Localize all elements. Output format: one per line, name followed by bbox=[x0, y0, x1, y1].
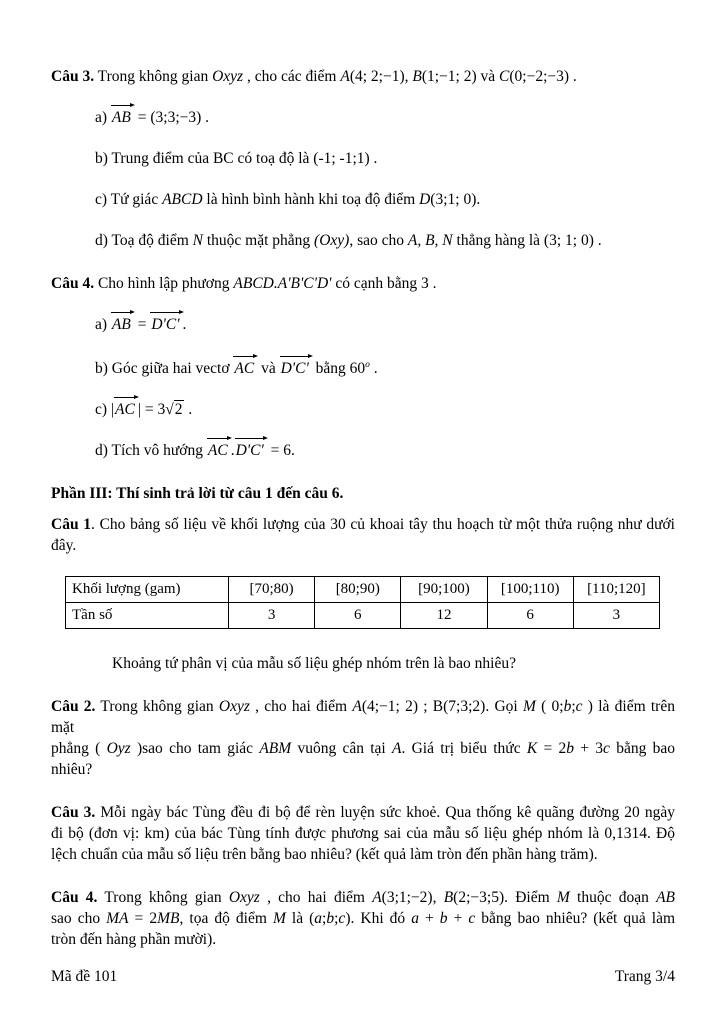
vector-expression: D'C' bbox=[235, 440, 267, 461]
text-segment: C bbox=[499, 68, 510, 85]
text-segment: A, B, N bbox=[407, 232, 453, 249]
text-segment: sao cho bbox=[51, 910, 107, 928]
text-line bbox=[95, 355, 675, 379]
text-segment: √ bbox=[165, 401, 174, 419]
text-segment: , sao cho bbox=[349, 232, 408, 249]
text-line bbox=[95, 107, 675, 128]
text-segment: 2 bbox=[174, 401, 183, 419]
text-segment: Câu 1 bbox=[51, 516, 92, 534]
text-segment: Oyz bbox=[106, 740, 131, 758]
text-segment: . bbox=[184, 401, 193, 419]
text-segment: bằng bao bbox=[609, 740, 675, 758]
text-segment: + bbox=[418, 910, 440, 928]
text-line bbox=[95, 189, 675, 210]
text-line bbox=[51, 514, 675, 535]
text-segment: , bbox=[432, 889, 444, 907]
text-segment: + bbox=[447, 910, 469, 928]
text-segment: là hình bình hành khi toạ độ điểm bbox=[202, 191, 420, 208]
text-segment: ; B(7;3;2). Gọi bbox=[418, 698, 523, 716]
table-cell: 3 bbox=[229, 603, 315, 629]
text-line bbox=[51, 483, 675, 504]
text-segment: mặt bbox=[51, 719, 75, 737]
text-segment: = 6. bbox=[266, 442, 295, 460]
text-segment: . Cho bảng số liệu về khối lượng của 30 củ khoai tây thu hoạch từ một thửa ruộng như dưới bbox=[91, 516, 675, 534]
text-segment: N bbox=[192, 232, 203, 249]
question-subitem bbox=[95, 230, 675, 251]
table-cell: 6 bbox=[487, 603, 573, 629]
text-segment: c bbox=[338, 910, 346, 928]
text-segment: Oxyz bbox=[218, 698, 250, 716]
text-segment: (-1; -1;1) bbox=[313, 150, 370, 167]
text-segment: b bbox=[326, 910, 335, 928]
text-segment: M bbox=[272, 910, 286, 928]
footer-page-number: Trang 3/4 bbox=[614, 968, 675, 985]
text-segment: ) bbox=[345, 910, 351, 928]
text-segment: . bbox=[182, 316, 187, 333]
text-segment: phẳng bbox=[51, 740, 96, 758]
text-line bbox=[51, 717, 675, 738]
text-line bbox=[51, 823, 675, 844]
text-segment: d) Tích vô hướng bbox=[95, 442, 207, 460]
table-header-cell: [110;120] bbox=[573, 577, 659, 603]
text-segment: M bbox=[522, 698, 536, 716]
text-line bbox=[51, 844, 675, 865]
text-segment: ( 0; bbox=[535, 698, 564, 716]
text-segment: (1;−1; 2) bbox=[421, 68, 477, 85]
vector-expression: AB bbox=[111, 314, 134, 335]
text-segment: đi bộ (đơn vị: km) của bác Tùng tính được phương sai của mẫu số liệu ghép nhóm là 0,1314. Độ bbox=[51, 825, 675, 843]
text-segment: A bbox=[392, 740, 402, 758]
question-paragraph bbox=[51, 802, 675, 865]
text-line bbox=[51, 66, 675, 87]
frequency-table bbox=[65, 576, 660, 629]
text-segment: (4; 2;−1), bbox=[349, 68, 413, 85]
frequency-table-wrap bbox=[65, 576, 675, 629]
question-subitem bbox=[95, 189, 675, 210]
text-segment: bằng bao nhiêu? (kết quả làm bbox=[475, 910, 676, 928]
text-segment: (Oxy) bbox=[314, 232, 350, 249]
text-segment: ) là điểm trên bbox=[582, 698, 675, 716]
text-segment: ( bbox=[95, 740, 107, 758]
question-subitem bbox=[95, 148, 675, 169]
text-segment: b bbox=[563, 698, 572, 716]
text-segment: Oxyz bbox=[228, 889, 260, 907]
text-segment: . Điểm bbox=[504, 889, 557, 907]
text-segment: ) bbox=[130, 740, 143, 758]
question-subitem bbox=[95, 314, 675, 335]
text-segment: Câu 3. bbox=[51, 804, 96, 822]
text-segment: b bbox=[439, 910, 448, 928]
text-segment: Câu 2. bbox=[51, 698, 96, 716]
text-segment: sao cho tam giác bbox=[142, 740, 260, 758]
text-segment: A bbox=[372, 889, 382, 907]
question-paragraph bbox=[51, 514, 675, 556]
text-segment: AB bbox=[656, 889, 676, 907]
text-line bbox=[51, 887, 675, 908]
text-segment: c) bbox=[95, 401, 111, 419]
vector-expression: AC bbox=[207, 440, 231, 461]
vector-expression: D'C' bbox=[280, 358, 312, 379]
text-line bbox=[51, 696, 675, 717]
question-paragraph bbox=[51, 696, 675, 780]
text-segment: . Giá trị biểu thức bbox=[401, 740, 527, 758]
text-line bbox=[51, 929, 675, 950]
question-subitem bbox=[95, 440, 675, 461]
text-segment: Câu 3. bbox=[51, 68, 95, 85]
text-segment: + 3 bbox=[574, 740, 604, 758]
text-segment: = 2 bbox=[537, 740, 567, 758]
text-segment: b) Trung điểm của BC có toạ độ là bbox=[95, 150, 314, 167]
text-segment: lệch chuẩn của mẫu số liệu trên bằng bao nhiêu? (kết quả làm tròn đến phần hàng trăm). bbox=[51, 846, 598, 864]
text-segment: (3; 1; 0) . bbox=[543, 232, 602, 249]
vector-expression: AC bbox=[233, 358, 257, 379]
text-segment: c bbox=[575, 698, 583, 716]
text-segment: ABM bbox=[259, 740, 292, 758]
text-segment: Trong không gian bbox=[95, 698, 219, 716]
text-segment: Khoảng tứ phân vị của mẫu số liệu ghép nhóm trên là bao nhiêu? bbox=[112, 655, 516, 673]
text-segment: MA bbox=[106, 910, 129, 928]
text-segment: thẳng hàng là bbox=[452, 232, 544, 249]
text-segment: = bbox=[133, 316, 151, 333]
text-segment: MB bbox=[157, 910, 180, 928]
text-line bbox=[95, 399, 675, 420]
text-segment: A bbox=[352, 698, 362, 716]
text-line bbox=[95, 314, 675, 335]
text-segment: ; bbox=[322, 910, 327, 928]
text-line bbox=[95, 148, 675, 169]
text-segment: 60 bbox=[349, 360, 366, 378]
question-paragraph bbox=[51, 66, 675, 87]
text-segment: Cho hình lập phương bbox=[94, 275, 234, 292]
question-paragraph bbox=[51, 273, 675, 294]
text-segment: tròn đến hàng phần mười). bbox=[51, 931, 217, 949]
text-segment: b) Góc giữa hai vectơ bbox=[95, 360, 234, 378]
text-segment: vuông cân tại bbox=[291, 740, 392, 758]
text-segment: và bbox=[476, 68, 500, 85]
text-segment: (4;−1; 2) bbox=[361, 698, 418, 716]
text-segment: (0;−2;−3) . bbox=[509, 68, 577, 85]
text-segment: a bbox=[411, 910, 419, 928]
text-segment: c bbox=[603, 740, 610, 758]
text-segment: ; bbox=[334, 910, 339, 928]
text-segment: ABCD bbox=[162, 191, 203, 208]
text-line bbox=[95, 440, 675, 461]
table-header-cell: Khối lượng (gam) bbox=[66, 577, 229, 603]
text-segment: (2;−3;5) bbox=[453, 889, 505, 907]
text-segment: . bbox=[230, 442, 235, 460]
text-segment: a bbox=[314, 910, 323, 928]
text-segment: , cho các điểm bbox=[243, 68, 341, 85]
document-content bbox=[51, 66, 675, 950]
text-segment: ABCD.A'B'C'D' bbox=[233, 275, 332, 292]
text-segment: , tọa độ điểm bbox=[179, 910, 273, 928]
text-segment: . Khi đó bbox=[350, 910, 412, 928]
question-subitem bbox=[95, 399, 675, 420]
table-cell: 12 bbox=[401, 603, 487, 629]
table-cell: 6 bbox=[315, 603, 401, 629]
text-segment: = (3;3;−3) . bbox=[133, 109, 210, 126]
text-segment: ( bbox=[309, 910, 315, 928]
table-cell: Tần số bbox=[66, 603, 229, 629]
text-segment: Oxyz bbox=[212, 68, 244, 85]
text-segment: = 2 bbox=[128, 910, 158, 928]
text-line bbox=[51, 759, 675, 780]
text-segment: | = 3 bbox=[137, 401, 166, 419]
text-segment: b bbox=[566, 740, 574, 758]
text-segment: . bbox=[369, 150, 378, 167]
table-header-cell: [70;80) bbox=[229, 577, 315, 603]
text-segment: D bbox=[419, 191, 431, 208]
text-segment: d) Toạ độ điểm bbox=[95, 232, 193, 249]
vector-expression: D'C' bbox=[150, 314, 182, 335]
text-segment: B bbox=[443, 889, 454, 907]
table-cell: 3 bbox=[573, 603, 659, 629]
text-segment: (3;1; 0). bbox=[430, 191, 481, 208]
text-segment: (3;1;−2) bbox=[381, 889, 433, 907]
text-segment: A bbox=[340, 68, 350, 85]
footer-exam-code: Mã đề 101 bbox=[51, 968, 118, 985]
table-header-cell: [90;100) bbox=[401, 577, 487, 603]
text-segment: | bbox=[110, 401, 115, 419]
text-segment: đây. bbox=[51, 537, 77, 555]
text-segment: ; bbox=[571, 698, 576, 716]
text-segment: a) bbox=[95, 316, 111, 333]
text-line bbox=[95, 230, 675, 251]
text-segment: Câu 4. bbox=[51, 275, 95, 292]
question-subitem bbox=[95, 107, 675, 128]
text-segment: c) Tứ giác bbox=[95, 191, 163, 208]
text-segment: c bbox=[468, 910, 476, 928]
question-paragraph bbox=[51, 887, 675, 950]
table-header-cell: [100;110) bbox=[487, 577, 573, 603]
text-segment: , cho hai điểm bbox=[249, 698, 353, 716]
text-segment: Phần III: Thí sinh trả lời từ câu 1 đến câu 6. bbox=[51, 485, 344, 503]
text-segment: thuộc đoạn bbox=[569, 889, 657, 907]
question-subitem bbox=[95, 355, 675, 379]
text-segment: o bbox=[365, 360, 370, 370]
text-segment: là bbox=[285, 910, 310, 928]
text-line bbox=[51, 535, 675, 556]
text-line bbox=[51, 273, 675, 294]
text-segment: Mỗi ngày bác Tùng đều đi bộ để rèn luyện sức khoẻ. Qua thống kê quãng đường 20 ngày bbox=[95, 804, 675, 822]
text-segment: Câu 4. bbox=[51, 889, 98, 907]
text-line bbox=[112, 653, 675, 674]
text-segment: thuộc mặt phẳng bbox=[202, 232, 315, 249]
table-header-cell: [80;90) bbox=[315, 577, 401, 603]
section-heading bbox=[51, 483, 675, 504]
text-segment: , cho hai điểm bbox=[259, 889, 373, 907]
text-segment: và bbox=[257, 360, 280, 378]
text-segment: M bbox=[556, 889, 570, 907]
text-segment: Trong không gian bbox=[94, 68, 213, 85]
text-segment: K bbox=[526, 740, 538, 758]
text-line bbox=[51, 802, 675, 823]
text-line bbox=[51, 738, 675, 759]
question-prompt bbox=[112, 653, 675, 674]
text-segment: nhiêu? bbox=[51, 761, 93, 779]
text-segment: B bbox=[412, 68, 422, 85]
vector-expression: AC bbox=[114, 399, 138, 420]
text-segment: có cạnh bằng 3 . bbox=[331, 275, 437, 292]
text-segment: a) bbox=[95, 109, 111, 126]
text-segment: bằng bbox=[311, 360, 350, 378]
text-segment: . bbox=[369, 360, 378, 378]
vector-expression: AB bbox=[111, 107, 134, 128]
page-footer bbox=[51, 968, 675, 986]
text-segment: Trong không gian bbox=[97, 889, 229, 907]
text-line bbox=[51, 908, 675, 929]
